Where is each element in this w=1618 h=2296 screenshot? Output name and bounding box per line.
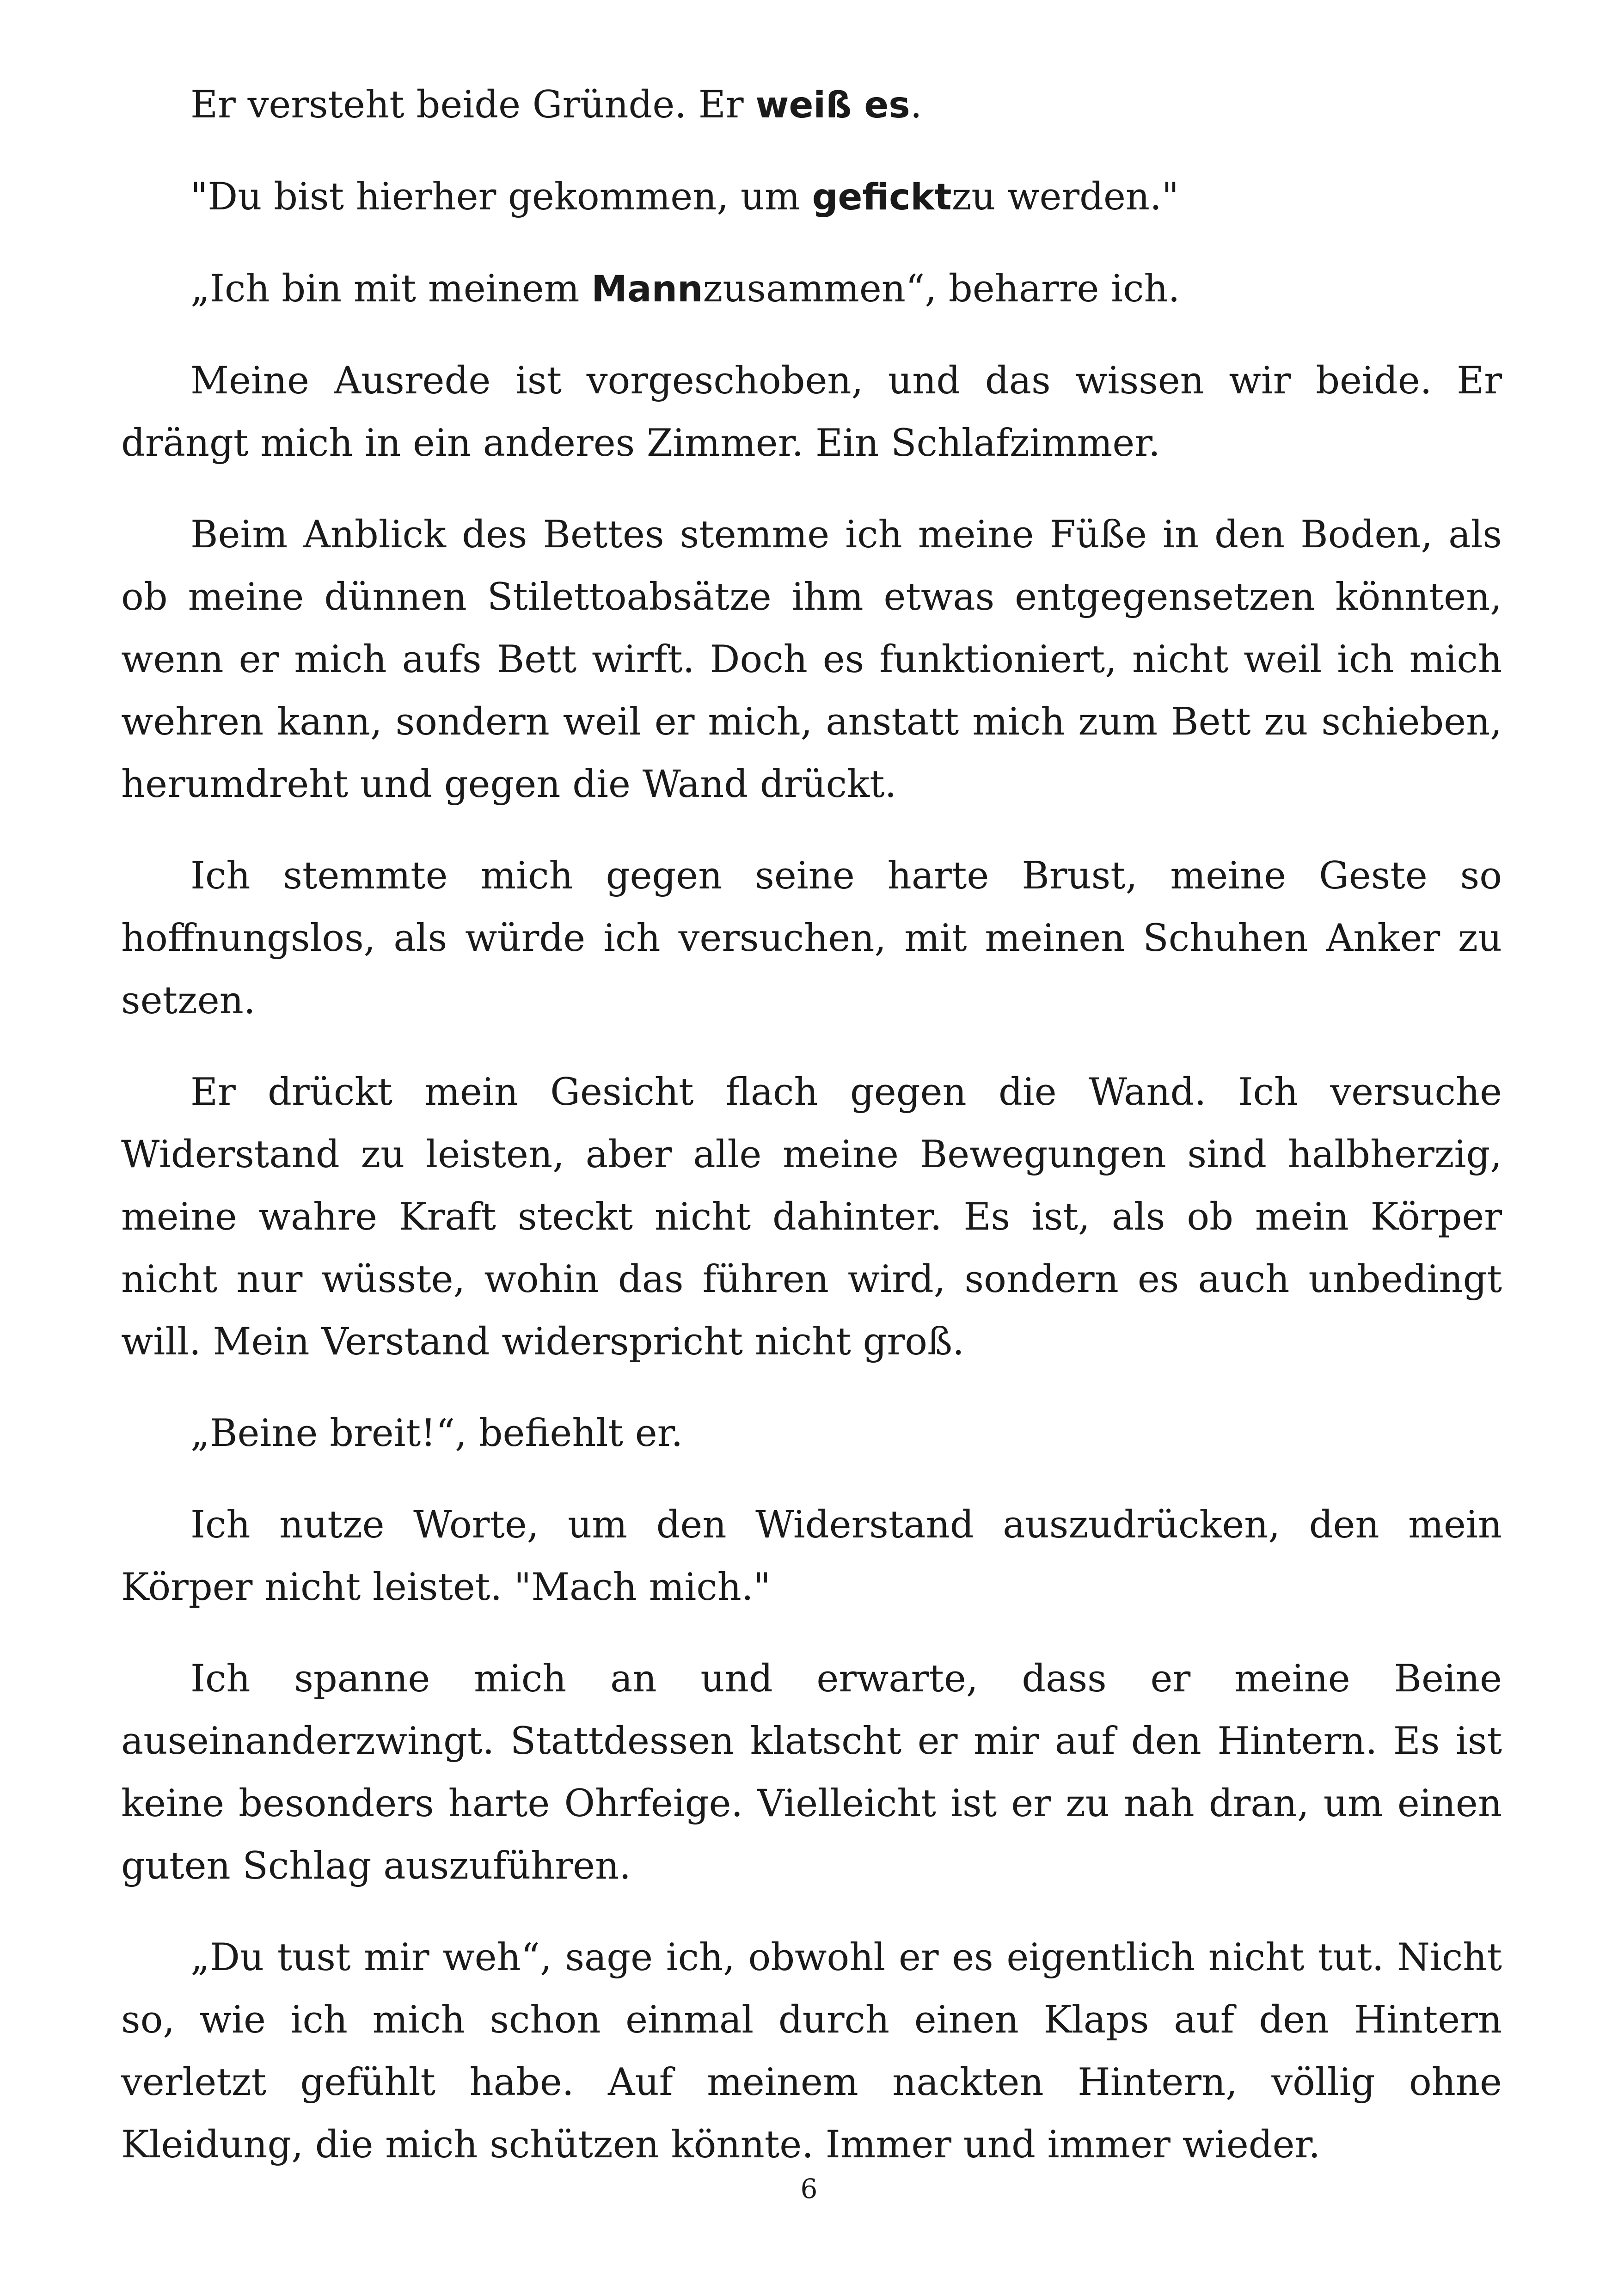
text-run: "Du bist hierher gekommen, um <box>190 175 812 219</box>
paragraph: Er drückt mein Gesicht flach gegen die Wand. Ich versuche Widerstand zu leisten, aber alle meine Bewegungen sind halbherzig, meine wahre Kraft steckt nicht dahinter. Es ist, als ob mein Körper nicht nur wüsste, wohin das führen wird, sondern es auch unbedingt will. Mein Verstand widerspricht nicht groß. <box>121 1071 1502 1364</box>
paragraph <box>121 166 1502 229</box>
paragraph: Meine Ausrede ist vorgeschoben, und das wissen wir beide. Er drängt mich in ein anderes Zimmer. Ein Schlafzimmer. <box>121 359 1502 465</box>
paragraph <box>121 258 1502 321</box>
paragraph: Ich stemmte mich gegen seine harte Brust, meine Geste so hoffnungslos, als würde ich versuchen, mit meinen Schuhen Anker zu setzen. <box>121 854 1502 1022</box>
paragraph <box>121 74 1502 137</box>
bold-text: gefickt <box>812 177 952 218</box>
bold-text: Mann <box>591 269 703 310</box>
paragraph: „Beine breit!“, befiehlt er. <box>190 1412 683 1455</box>
text-run: . <box>910 83 922 127</box>
page-body <box>121 74 1502 2205</box>
page-number: 6 <box>800 2173 818 2204</box>
text-run: Er versteht beide Gründe. Er <box>190 83 756 127</box>
paragraph: Ich nutze Worte, um den Widerstand auszudrücken, den mein Körper nicht leistet. "Mach mich." <box>121 1503 1502 1609</box>
bold-text: weiß es <box>755 85 910 126</box>
paragraph: Ich spanne mich an und erwarte, dass er meine Beine auseinanderzwingt. Stattdessen klatscht er mir auf den Hintern. Es ist keine besonders harte Ohrfeige. Vielleicht ist er zu nah dran, um einen guten Schlag auszuführen. <box>121 1657 1502 1888</box>
text-run: „Ich bin mit meinem <box>190 267 592 311</box>
text-run: zu werden." <box>951 175 1179 219</box>
paragraph: Beim Anblick des Bettes stemme ich meine Füße in den Boden, als ob meine dünnen Stilettoabsätze ihm etwas entgegensetzen könnten, wenn er mich aufs Bett wirft. Doch es funktioniert, nicht weil ich mich wehren kann, sondern weil er mich, anstatt mich zum Bett zu schieben, herumdreht und gegen die Wand drückt. <box>121 513 1502 806</box>
paragraph: „Du tust mir weh“, sage ich, obwohl er es eigentlich nicht tut. Nicht so, wie ich mich schon einmal durch einen Klaps auf den Hintern verletzt gefühlt habe. Auf meinem nackten Hintern, völlig ohne Kleidung, die mich schützen könnte. Immer und immer wieder. <box>121 1936 1502 2167</box>
text-run: zusammen“, beharre ich. <box>703 267 1180 311</box>
